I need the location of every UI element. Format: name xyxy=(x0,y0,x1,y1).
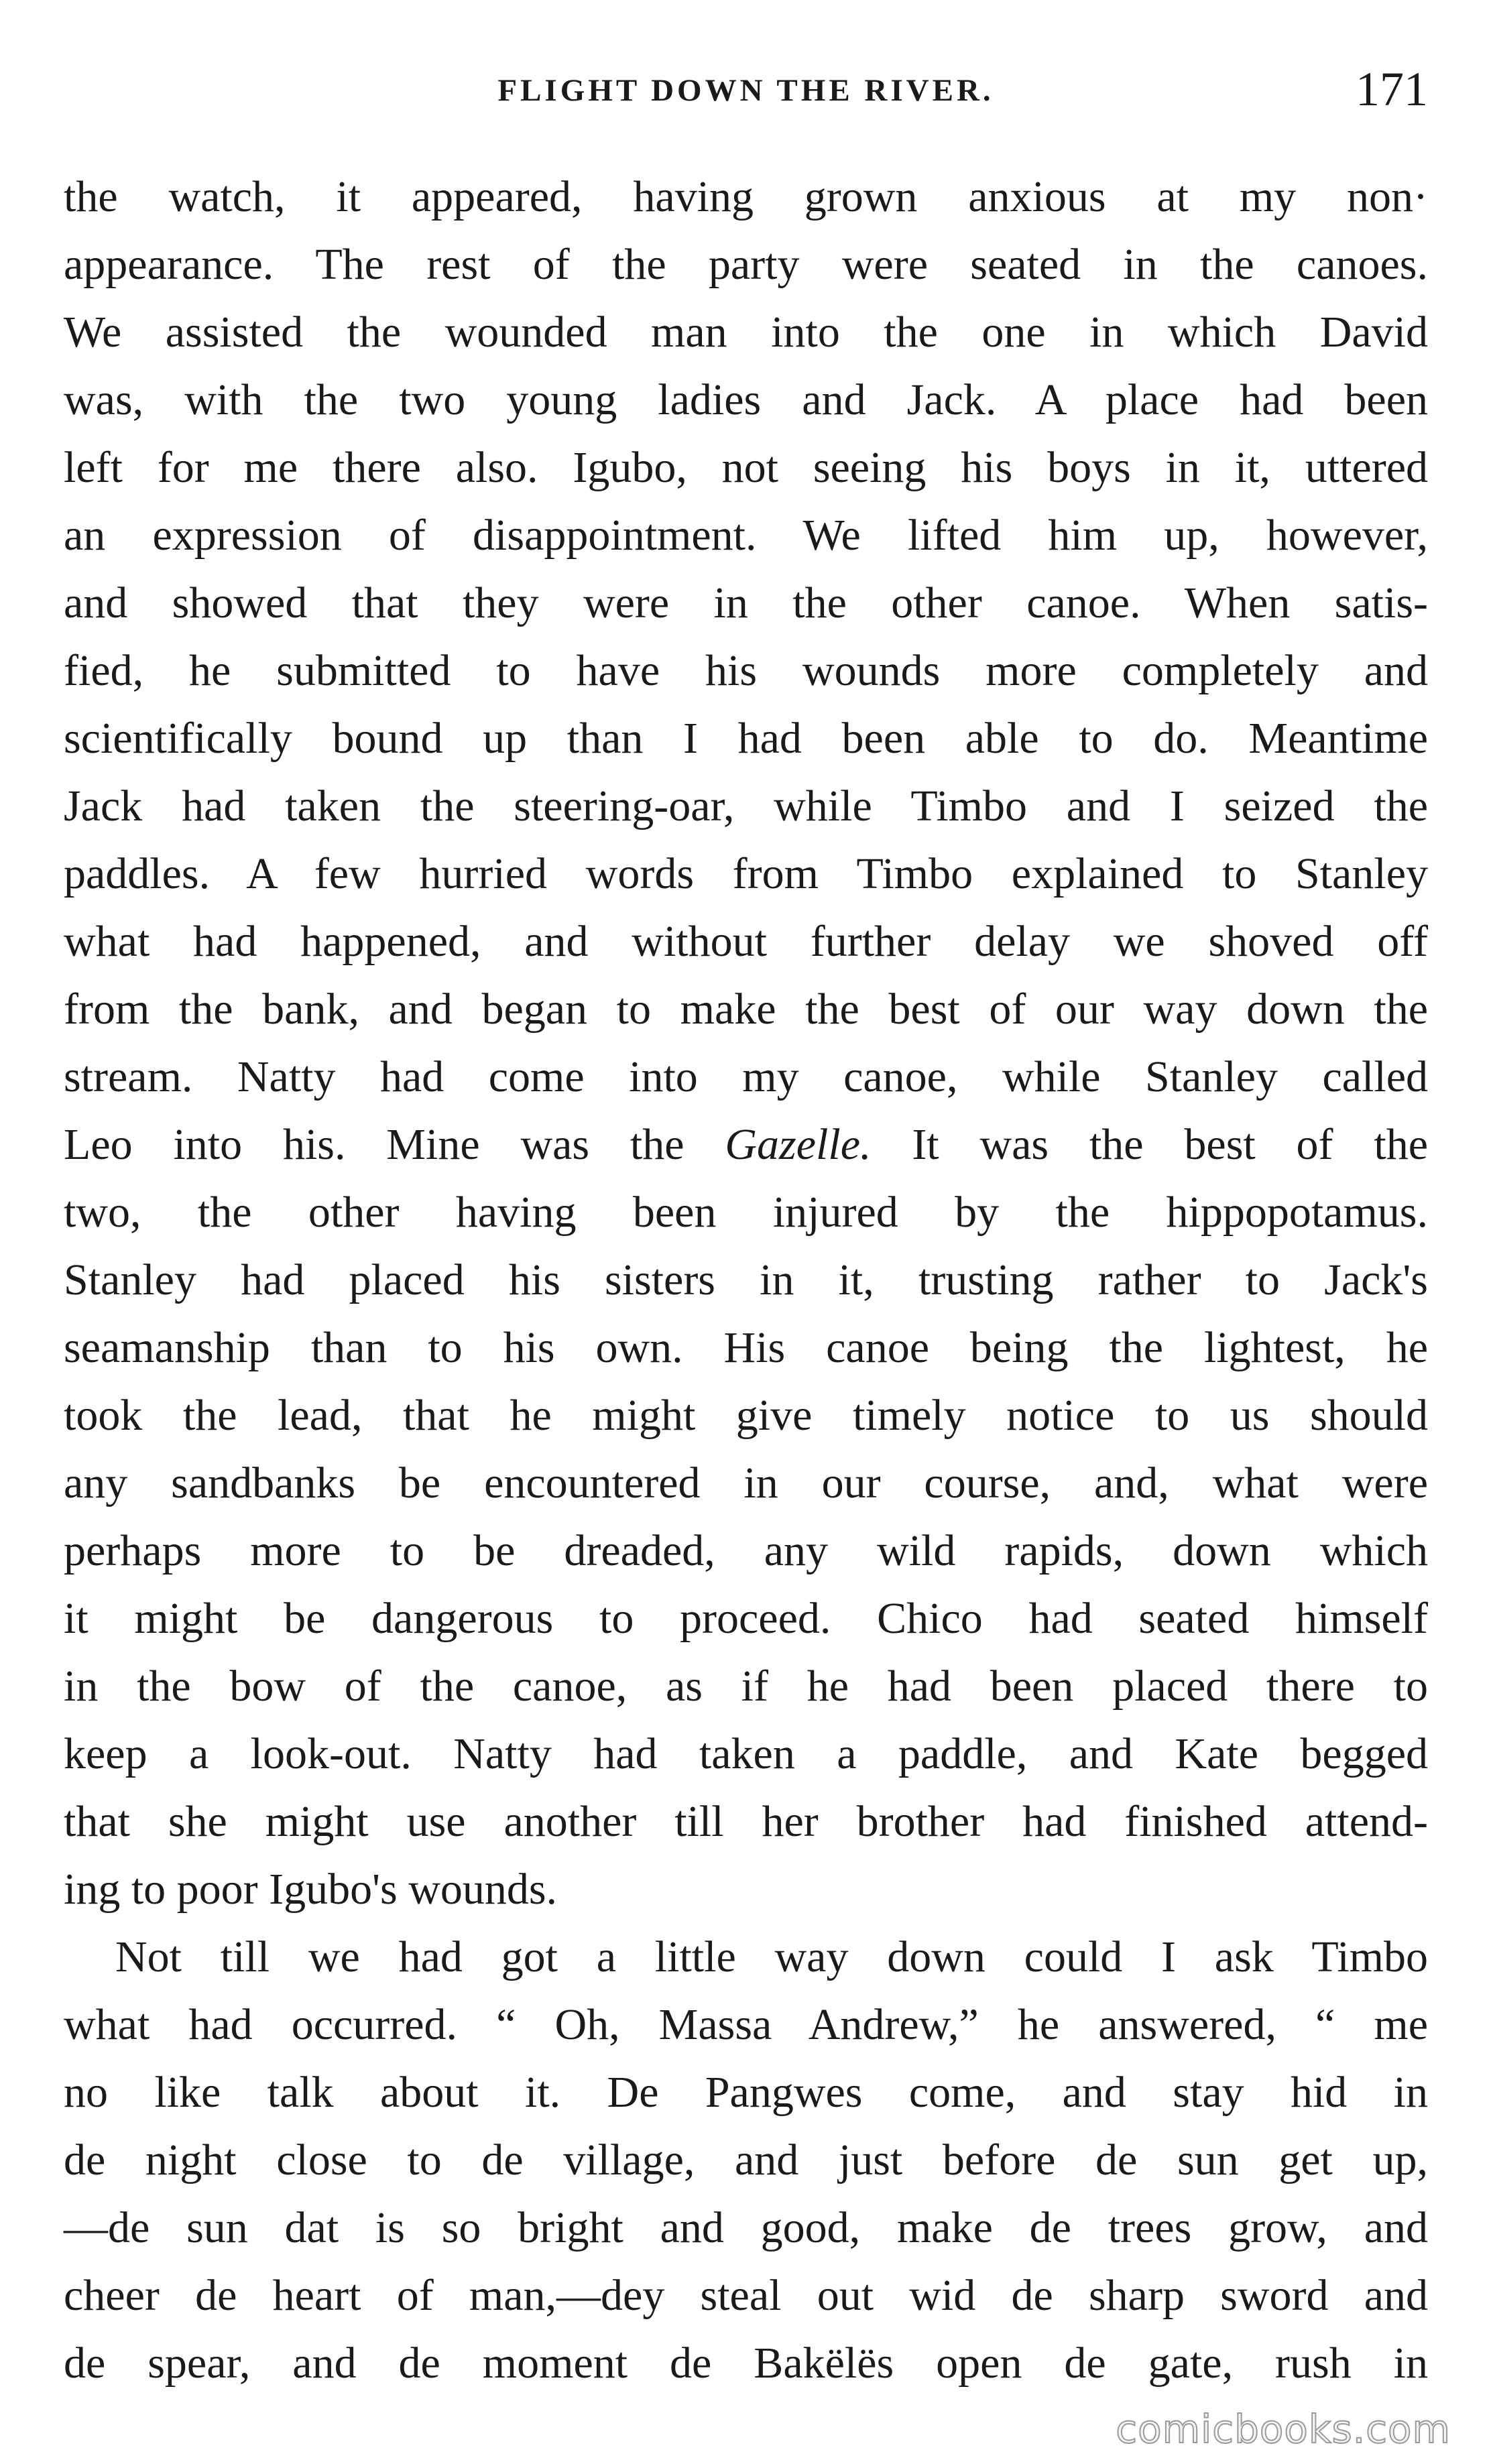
text-line: what had occurred. “ Oh, Massa Andrew,” he answered, “ me xyxy=(64,2000,1428,2049)
text-line: keep a look-out. Natty had taken a paddle, and Kate begged xyxy=(64,1729,1428,1778)
page-number: 171 xyxy=(1356,62,1428,116)
text-line: fied, he submitted to have his wounds more completely and xyxy=(64,646,1428,695)
text-line: it might be dangerous to proceed. Chico had seated himself xyxy=(64,1594,1428,1643)
running-title: FLIGHT DOWN THE RIVER. xyxy=(497,73,994,108)
paragraph-end-line: ing to poor Igubo's wounds. xyxy=(64,1865,558,1914)
watermark-logo: comicbooks.com xyxy=(1116,2406,1451,2452)
text-line: —de sun dat is so bright and good, make de trees grow, and xyxy=(64,2203,1428,2252)
text-line: that she might use another till her brother had finished attend- xyxy=(64,1797,1428,1846)
text-line: any sandbanks be encountered in our course, and, what were xyxy=(64,1459,1428,1507)
text-line: de spear, and de moment de Bakëlës open de gate, rush in xyxy=(64,2339,1428,2388)
text-line-with-italic xyxy=(64,1111,1428,1178)
text-line: appearance. The rest of the party were seated in the canoes. xyxy=(64,240,1428,289)
text-line: paddles. A few hurried words from Timbo explained to Stanley xyxy=(64,849,1428,898)
paragraph-first-line: Not till we had got a little way down could I ask Timbo xyxy=(115,1932,1428,1981)
text-line: left for me there also. Igubo, not seeing his boys in it, uttered xyxy=(64,443,1428,492)
text-line: was, with the two young ladies and Jack. A place had been xyxy=(64,375,1428,424)
text-line: seamanship than to his own. His canoe being the lightest, he xyxy=(64,1323,1428,1372)
running-head xyxy=(64,62,1428,127)
text-line: from the bank, and began to make the best of our way down the xyxy=(64,985,1428,1034)
text-line: stream. Natty had come into my canoe, while Stanley called xyxy=(64,1052,1428,1101)
text-line: Stanley had placed his sisters in it, trusting rather to Jack's xyxy=(64,1255,1428,1304)
text-line: de night close to de village, and just before de sun get up, xyxy=(64,2136,1428,2184)
text-line: no like talk about it. De Pangwes come, and stay hid in xyxy=(64,2068,1428,2117)
text-line: We assisted the wounded man into the one in which David xyxy=(64,308,1428,357)
canoe-name-italic: Gazelle. xyxy=(725,1120,872,1169)
text-line: scientifically bound up than I had been able to do. Meantime xyxy=(64,714,1428,763)
text-line: and showed that they were in the other canoe. When satis- xyxy=(64,578,1428,627)
text-line: Jack had taken the steering-oar, while Timbo and I seized the xyxy=(64,782,1428,830)
text-line: perhaps more to be dreaded, any wild rapids, down which xyxy=(64,1526,1428,1575)
text-line: what had happened, and without further delay we shoved off xyxy=(64,917,1428,966)
text-line: the watch, it appeared, having grown anxious at my non· xyxy=(64,172,1428,221)
text-line: in the bow of the canoe, as if he had been placed there to xyxy=(64,1662,1428,1711)
body-text xyxy=(64,163,1428,2397)
text-line: an expression of disappointment. We lifted him up, however, xyxy=(64,511,1428,560)
line-end: It was the best of the xyxy=(871,1120,1428,1169)
text-line: two, the other having been injured by the hippopotamus. xyxy=(64,1188,1428,1237)
text-line: took the lead, that he might give timely notice to us should xyxy=(64,1391,1428,1440)
line-start: Leo into his. Mine was the xyxy=(64,1120,725,1169)
text-line: cheer de heart of man,—dey steal out wid de sharp sword and xyxy=(64,2271,1428,2320)
